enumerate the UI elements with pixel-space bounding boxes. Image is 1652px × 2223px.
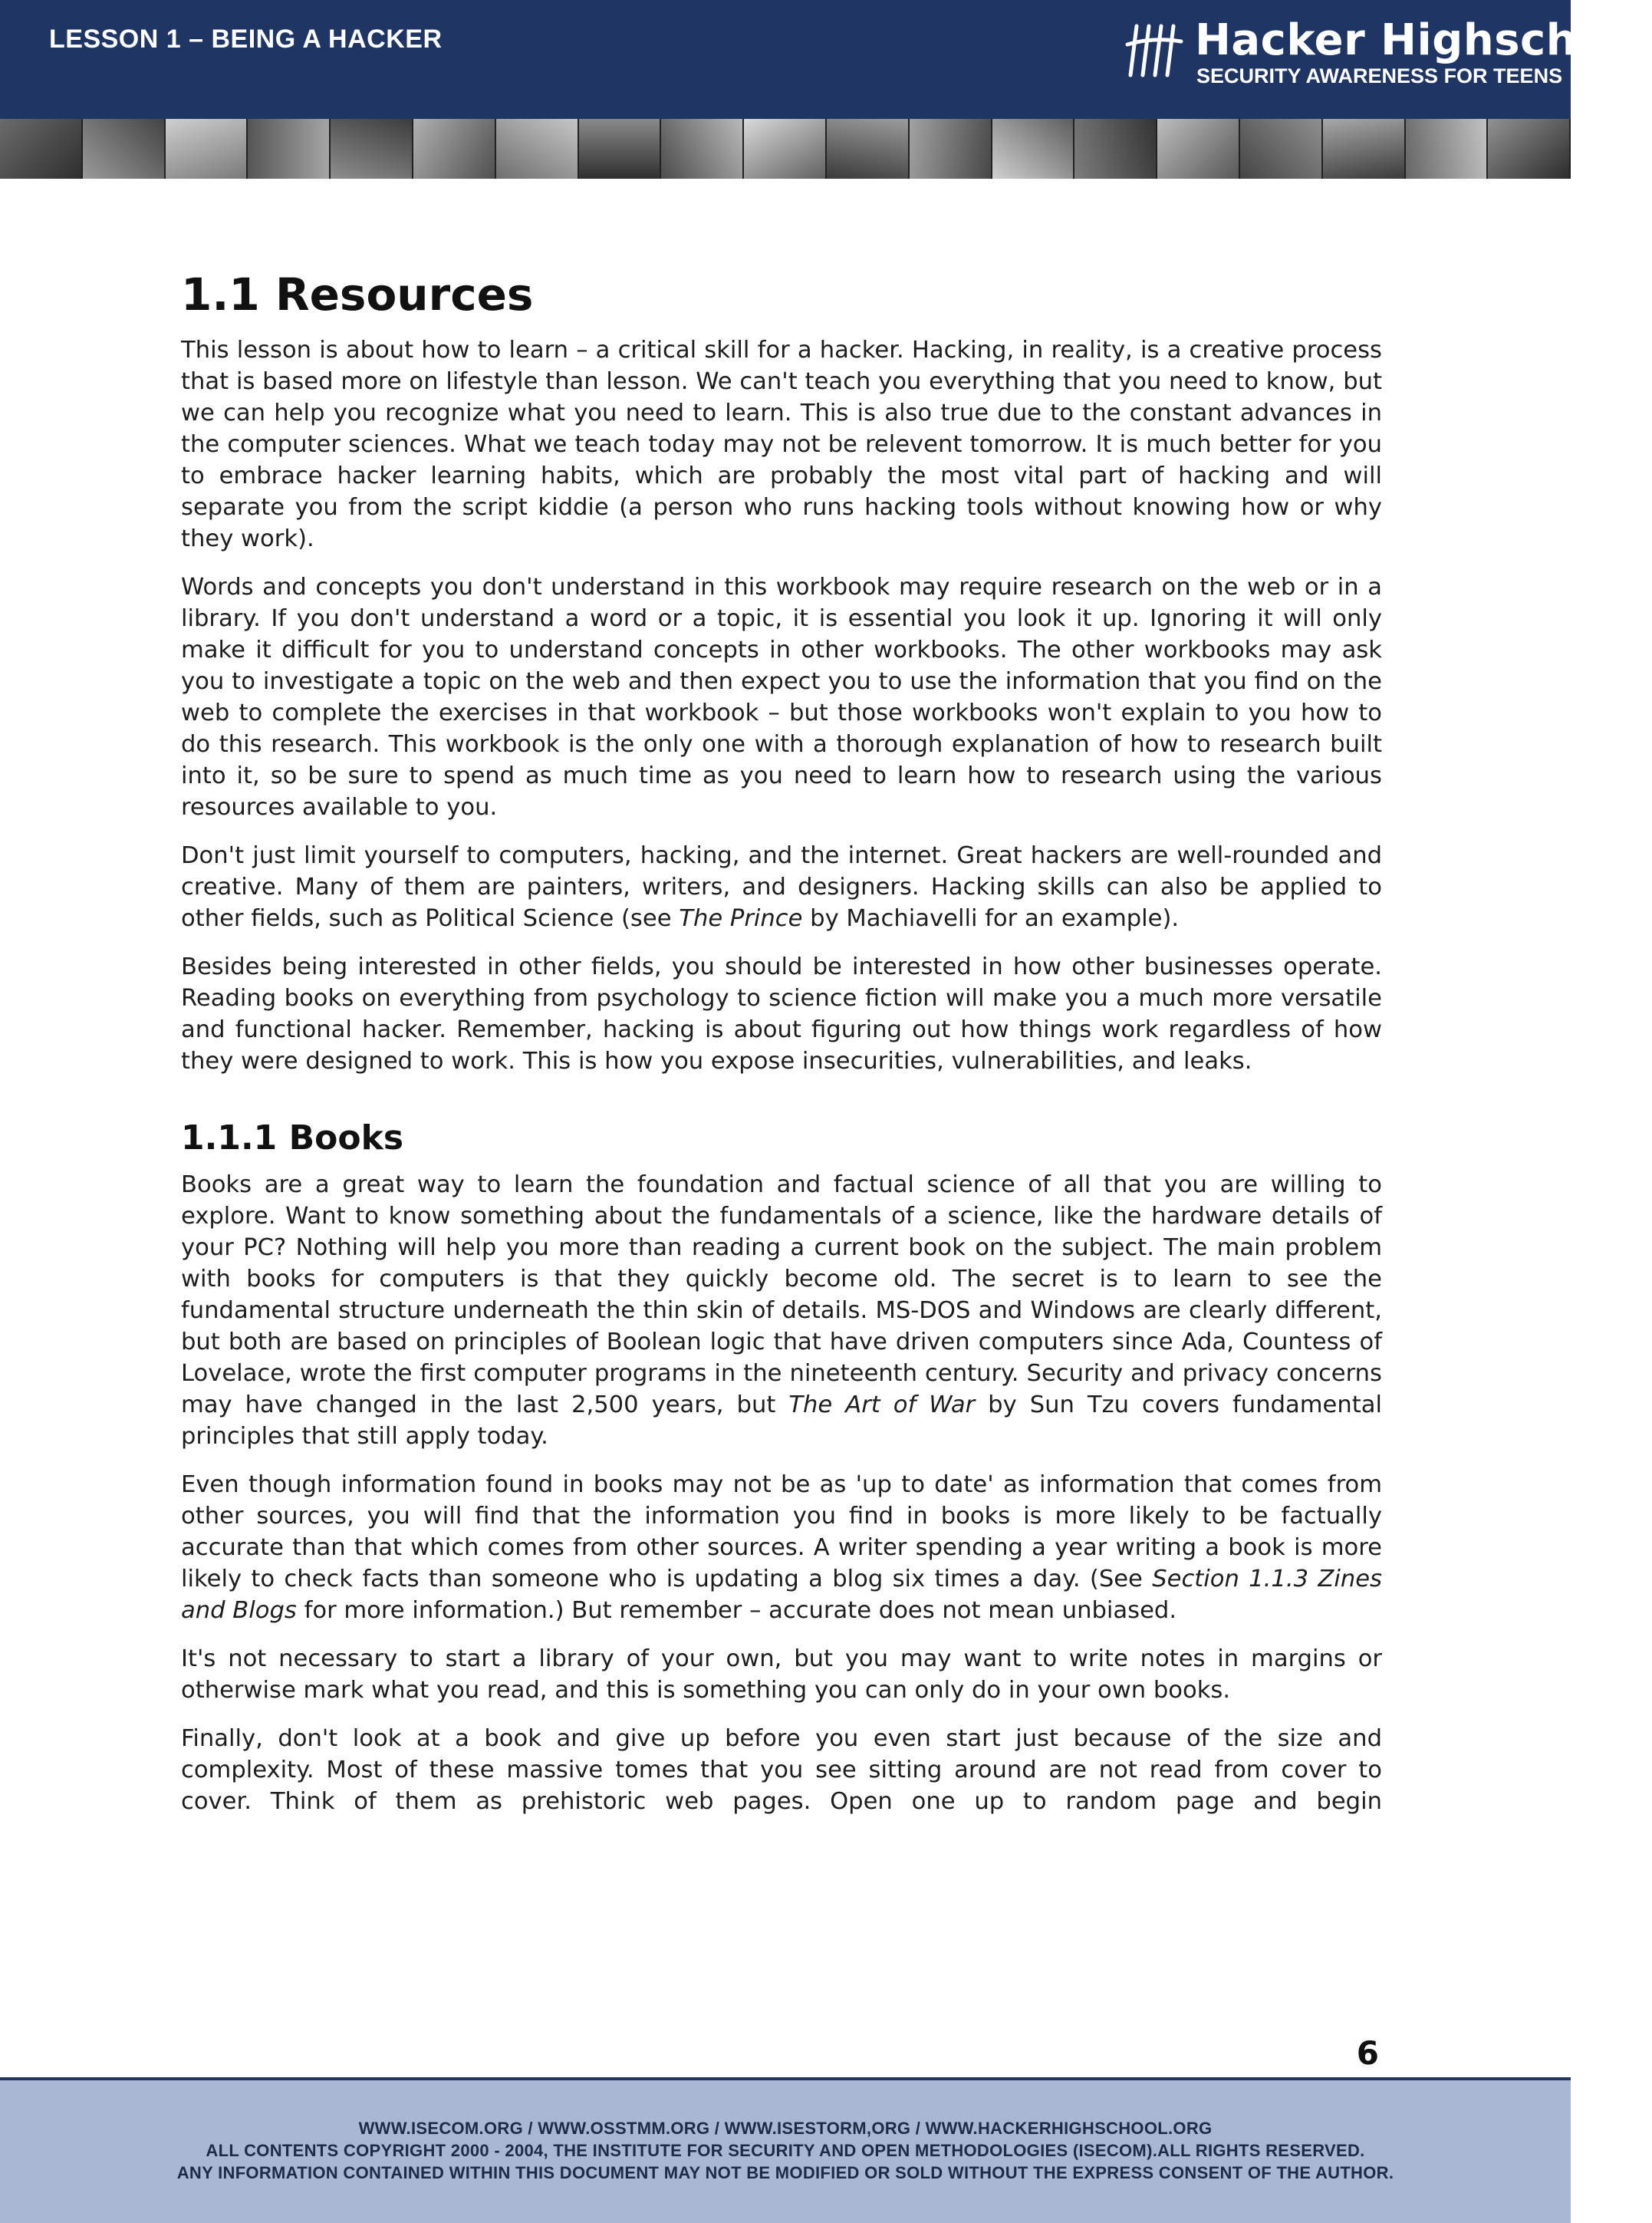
footer-bar — [0, 2077, 1571, 2223]
photo-tile — [1323, 119, 1406, 179]
text-run: Even though information found in books may not be as 'up to date' as information that comes from other sources, you will find that the information you find in books is more likely to be factually accurate than that which comes from other sources. A writer spending a year writing a book is more likely to check facts than someone who is updating a blog six times a day. (See — [181, 1471, 1382, 1593]
paragraph: This lesson is about how to learn – a critical skill for a hacker. Hacking, in reality, is a creative process that is based more on lifestyle than lesson. We can't teach you everything that you need to know, but we can help you recognize what you need to learn. This is also true due to the constant advances in the computer sciences. What we teach today may not be relevent tomorrow. It is much better for you to embrace hacker learning habits, which are probably the most vital part of hacking and will separate you from the script kiddie (a person who runs hacking tools without knowing how or why they work). — [181, 336, 1382, 552]
paragraph — [181, 1469, 1382, 1626]
logo-name: Hacker Highschool — [1195, 15, 1652, 65]
section-reference: Section 1.1.3 Zines and Blogs — [181, 1566, 1382, 1625]
hacker-highschool-logo — [1126, 15, 1652, 94]
subsection-title: 1.1.1 Books — [181, 1118, 404, 1158]
paragraph — [181, 1169, 1382, 1452]
photo-tile — [248, 119, 331, 179]
photo-tile — [0, 119, 83, 179]
photo-tile — [1488, 119, 1571, 179]
lesson-title: LESSON 1 – BEING A HACKER — [49, 25, 443, 54]
photo-tile — [910, 119, 992, 179]
paragraph: It's not necessary to start a library of your own, but you may want to write notes in margins or otherwise mark what you read, and this is something you can only do in your own books. — [181, 1645, 1382, 1704]
paragraph: Words and concepts you don't understand in this workbook may require research on the web or in a library. If you don't understand a word or a topic, it is essential you look it up. Ignoring it will only make it difficult for you to understand concepts in other workbooks. The other workbooks may ask you to investigate a topic on the web and then expect you to use the information that you find on the web to complete the exercises in that workbook – but those workbooks won't explain to you how to do this research. This workbook is the only one with a thorough explanation of how to research built into it, so be sure to spend as much time as you need to learn how to research using the various resources available to you. — [181, 573, 1382, 821]
photo-tile — [166, 119, 248, 179]
text-run: for more information.) But remember – accurate does not mean unbiased. — [296, 1597, 1177, 1625]
photo-tile — [992, 119, 1075, 179]
paragraph: Besides being interested in other fields, you should be interested in how other businesses operate. Reading books on everything from psychology to science fiction will make you a much more versatile and functional hacker. Remember, hacking is about figuring out how things work regardless of how they were designed to work. This is how you expose insecurities, vulnerabilities, and leaks. — [181, 953, 1382, 1075]
photo-tile — [1406, 119, 1489, 179]
photo-tile — [83, 119, 166, 179]
text-run: Don't just limit yourself to computers, hacking, and the internet. Great hackers are well-rounded and creative. Many of them are painters, writers, and designers. Hacking skills can also be applied to other fields, such as Political Science (see — [181, 841, 1382, 932]
photo-tile — [661, 119, 744, 179]
paragraph — [181, 840, 1382, 934]
photo-strip — [0, 119, 1571, 179]
photo-tile — [1157, 119, 1240, 179]
photo-tile — [579, 119, 662, 179]
book-title-the-prince: The Prince — [679, 904, 803, 932]
paragraph: Finally, don't look at a book and give up before you even start just because of the size and complexity. Most of these massive tomes that you see sitting around are not read from cover to cover. Think of them as prehistoric web pages. Open one up to random page and begin — [181, 1725, 1382, 1816]
logo-tally-icon — [1126, 21, 1183, 80]
text-run: by Sun Tzu covers fundamental principles that still apply today. — [181, 1391, 1383, 1451]
footer-links: WWW.ISECOM.ORG / WWW.OSSTMM.ORG / WWW.ISESTORM,ORG / WWW.HACKERHIGHSCHOOL.ORG — [358, 2119, 1213, 2138]
photo-tile — [827, 119, 910, 179]
photo-tile — [1240, 119, 1323, 179]
header-bar — [0, 0, 1652, 119]
section-title: 1.1 Resources — [181, 268, 534, 321]
photo-tile — [413, 119, 496, 179]
photo-tile — [331, 119, 413, 179]
footer-notice: ANY INFORMATION CONTAINED WITHIN THIS DOCUMENT MAY NOT BE MODIFIED OR SOLD WITHOUT THE EXPRESS CONSENT OF THE AUTHOR. — [176, 2163, 1394, 2182]
book-title-art-of-war: The Art of War — [788, 1391, 976, 1419]
photo-tile — [496, 119, 579, 179]
photo-tile — [1074, 119, 1157, 179]
page-number: 6 — [1356, 2034, 1379, 2072]
text-run: Books are a great way to learn the foundation and factual science of all that you are willing to explore. Want to know something about the fundamentals of a science, like the hardware details of your PC? Nothing will help you more than reading a current book on the subject. The main problem with books for computers is that they quickly become old. The secret is to learn to see the fundamental structure underneath the thin skin of details. MS-DOS and Windows are clearly different, but both are based on principles of Boolean logic that have driven computers since Ada, Countess of Lovelace, wrote the first computer programs in the nineteenth century. Security and privacy concerns may have changed in the last 2,500 years, but — [181, 1171, 1382, 1419]
footer-copyright: ALL CONTENTS COPYRIGHT 2000 - 2004, THE INSTITUTE FOR SECURITY AND OPEN METHODOLOGIES (ISECOM).ALL RIGHTS RESERVED. — [206, 2141, 1365, 2160]
text-run: by Machiavelli for an example). — [802, 904, 1180, 932]
photo-tile — [744, 119, 827, 179]
logo-tagline: SECURITY AWARENESS FOR TEENS — [1196, 64, 1563, 87]
main-content — [181, 268, 1382, 1834]
